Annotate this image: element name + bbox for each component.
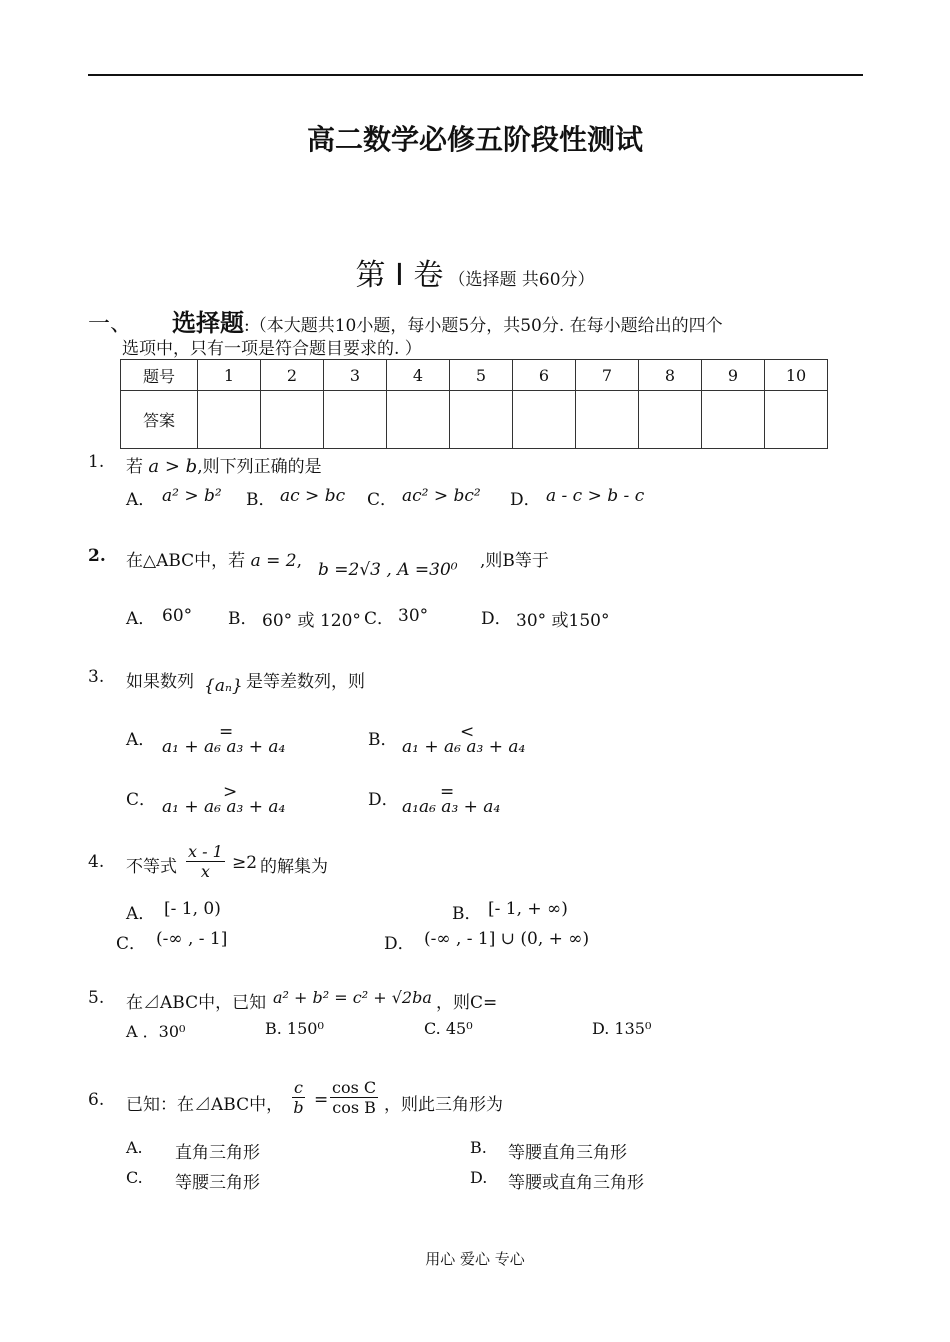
answer-table-header-row [121,360,828,391]
q3-option-a: a₁ + a₆ a₃ + a₄ [162,737,286,757]
table-cell: 3 [324,360,387,391]
table-cell: 答案 [121,391,198,449]
section-desc-2: 选项中，只有一项是符合题目要求的. ） [122,339,422,359]
q3-sequence: {aₙ} [204,676,243,696]
question-2-number: 2. [88,546,106,566]
q2-option-b: 60° 或 120° [262,611,361,631]
q3-stem-b: 是等差数列，则 [246,672,365,692]
answer-cell[interactable] [639,391,702,449]
section-number: 一、 [88,312,133,337]
q4-frac-num: x - 1 [188,842,223,861]
q4-ineq: ≥2 [232,853,258,873]
answer-cell[interactable] [387,391,450,449]
q4-option-a-label: A． [126,904,156,924]
q1-option-c-label: C． [367,490,398,510]
section-desc-1: :（本大题共10小题，每小题5分，共50分. 在每小题给出的四个 [244,316,723,336]
answer-cell[interactable] [450,391,513,449]
section-heading [88,303,723,338]
q4-fraction [186,842,225,881]
page-footer: 用心 爱心 专心 [425,1250,525,1268]
volume-label: 第 I 卷 [355,258,444,293]
q3-option-d-label: D． [368,790,399,810]
q6-stem-a: 已知：在⊿ABC中， [126,1095,284,1115]
answer-cell[interactable] [513,391,576,449]
volume-note: （选择题 共60分） [448,270,595,290]
q4-option-d-label: D． [384,934,415,954]
table-cell: 8 [639,360,702,391]
q1-option-b-label: B． [246,490,276,510]
q6-option-b: 等腰直角三角形 [508,1143,627,1163]
q3-option-a-label: A． [126,730,156,750]
table-cell: 5 [450,360,513,391]
q5-option-b: B. 150⁰ [265,1019,324,1038]
q3-option-c-op: > [223,782,238,802]
q4-option-c-label: C． [116,934,147,954]
q3-option-d-op: = [440,782,455,802]
q5-option-c: C. 45⁰ [424,1019,473,1038]
q2-option-c-label: C． [364,609,395,629]
table-cell: 1 [198,360,261,391]
q2-condition-2: b =2√3 , A =30⁰ [318,560,458,580]
q6-fraction-left [292,1078,305,1117]
q2-sep: , [296,551,302,571]
q1-option-c: ac² > bc² [402,486,481,506]
q3-option-d: a₁a₆ a₃ + a₄ [402,797,501,817]
q6-option-c-label: C. [126,1168,143,1187]
q1-stem-b: ,则下列正确的是 [197,457,322,477]
q2-option-a: 60° [162,606,193,626]
q1-option-d-label: D． [510,490,541,510]
question-2-stem [126,546,302,571]
q3-option-b: a₁ + a₆ a₃ + a₄ [402,737,526,757]
q6-option-a: 直角三角形 [175,1143,260,1163]
top-rule [88,74,863,76]
q3-option-b-label: B． [368,730,398,750]
q3-option-b-op: < [460,722,475,742]
q6-option-d-label: D. [470,1168,488,1187]
answer-cell[interactable] [702,391,765,449]
q4-option-c: (-∞ , - 1] [156,929,228,949]
q6-stem-b: ，则此三角形为 [384,1095,503,1115]
q5-stem-a: 在⊿ABC中，已知 [126,993,267,1013]
table-cell: 2 [261,360,324,391]
section-name: 选择题 [172,309,245,337]
q5-option-a: A ．30⁰ [126,1022,186,1041]
q3-option-c: a₁ + a₆ a₃ + a₄ [162,797,286,817]
q4-option-a: [- 1, 0) [164,899,221,919]
q4-option-d: (-∞ , - 1] ∪ (0, + ∞) [424,929,590,949]
q1-stem-a: 若 [126,457,143,477]
q2-stem-b: ,则B等于 [480,551,549,571]
answer-table [120,359,828,449]
q2-option-a-label: A． [126,609,156,629]
question-1-number: 1. [88,452,105,472]
q4-stem-a: 不等式 [126,857,177,877]
q4-option-b-label: B． [452,904,482,924]
q1-option-a-label: A． [126,490,156,510]
question-5-number: 5. [88,988,105,1008]
q5-equation: a² + b² = c² + √2ba [273,988,432,1007]
page-title: 高二数学必修五阶段性测试 [306,123,643,156]
q6-option-a-label: A. [126,1138,143,1157]
q6-equals: = [314,1090,329,1110]
table-cell: 9 [702,360,765,391]
q6-f1-num: c [294,1078,303,1097]
table-cell: 10 [765,360,828,391]
q3-option-a-op: = [219,722,234,742]
q2-option-d: 30° 或150° [516,611,610,631]
q6-f2-den: cos B [332,1098,376,1117]
q2-option-d-label: D． [481,609,512,629]
q6-option-c: 等腰三角形 [175,1173,260,1193]
q5-option-d: D. 135⁰ [592,1019,652,1038]
table-cell: 6 [513,360,576,391]
q6-fraction-right [330,1078,378,1117]
q2-stem-a: 在△ABC中，若 [126,551,246,571]
question-4-number: 4. [88,852,105,872]
q6-f2-num: cos C [332,1078,377,1097]
q3-option-c-label: C． [126,790,157,810]
table-cell: 4 [387,360,450,391]
table-cell: 题号 [121,360,198,391]
question-3-number: 3. [88,667,105,687]
volume-heading [0,250,950,294]
q2-condition-1: a = 2 [250,551,297,571]
answer-cell[interactable] [198,391,261,449]
q6-option-d: 等腰或直角三角形 [508,1173,644,1193]
answer-table-answer-row [121,391,828,449]
question-1-stem [126,452,322,477]
answer-cell[interactable] [324,391,387,449]
q4-option-b: [- 1, + ∞) [488,899,568,919]
answer-cell[interactable] [576,391,639,449]
q6-option-b-label: B. [470,1138,487,1157]
question-6-number: 6. [88,1090,105,1110]
table-cell: 7 [576,360,639,391]
q1-option-a: a² > b² [162,486,222,506]
q4-frac-den: x [200,862,210,881]
q1-option-d: a - c > b - c [546,486,645,506]
q2-option-c: 30° [398,606,429,626]
answer-cell[interactable] [261,391,324,449]
q6-f1-den: b [293,1098,304,1117]
q1-condition: a > b [148,456,198,477]
q3-stem-a: 如果数列 [126,672,194,692]
q4-stem-b: 的解集为 [260,857,328,877]
q5-stem-b: ，则C= [436,993,498,1013]
answer-cell[interactable] [765,391,828,449]
q1-option-b: ac > bc [280,486,346,506]
q2-option-b-label: B． [228,609,258,629]
